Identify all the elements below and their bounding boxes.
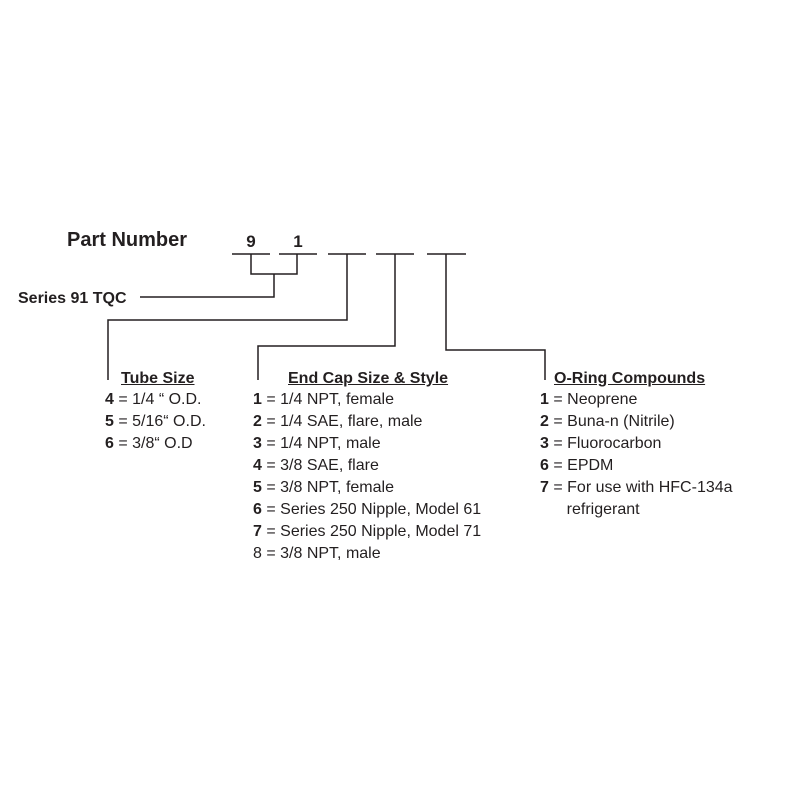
list-item [105,433,206,455]
tube-size-list [105,389,206,455]
list-item [253,433,481,455]
o-ring-heading: O-Ring Compounds [554,370,706,387]
list-item [540,499,733,521]
option-text: = 5/16“ O.D. [113,413,206,430]
option-code: 6 [253,501,262,518]
end-cap-heading: End Cap Size & Style [288,370,449,387]
option-text: = Buna-n (Nitrile) [548,413,675,430]
list-item [540,455,733,477]
list-item [105,411,206,433]
option-code: 4 [253,457,262,474]
end-cap-leader [258,254,395,380]
option-text: refrigerant [540,501,640,518]
list-item [253,455,481,477]
end-cap-list [253,389,481,565]
option-code: 2 [253,413,262,430]
list-item [540,477,733,499]
list-item [105,389,206,411]
option-code: 3 [540,435,549,452]
o-ring-leader [446,254,545,380]
option-code: 6 [540,457,549,474]
option-text: = 3/8 SAE, flare [261,457,379,474]
series-bracket [251,254,297,274]
o-ring-list [540,389,733,521]
option-code: 6 [105,435,114,452]
series-label: Series 91 TQC [18,290,127,307]
option-text: = Series 250 Nipple, Model 61 [261,501,482,518]
option-text: = Series 250 Nipple, Model 71 [261,523,482,540]
option-text: = Neoprene [548,391,638,408]
option-text: = 3/8 NPT, female [261,479,394,496]
list-item [253,499,481,521]
option-text: = 3/8“ O.D [113,435,193,452]
tube-size-heading: Tube Size [121,370,195,387]
list-item [253,477,481,499]
option-text: = For use with HFC-134a [548,479,733,496]
option-code: 7 [540,479,549,496]
list-item [540,389,733,411]
option-code: 3 [253,435,262,452]
option-text: = 1/4 NPT, male [261,435,381,452]
part-number-title: Part Number [67,229,188,251]
part-digit-2: 1 [293,232,303,251]
option-code: 5 [105,413,114,430]
tube-size-leader [108,254,347,380]
option-text: = 1/4 SAE, flare, male [261,413,423,430]
option-text: = Fluorocarbon [548,435,662,452]
option-code: 5 [253,479,262,496]
option-code: 2 [540,413,549,430]
list-item [253,411,481,433]
part-digit-1: 9 [246,232,256,251]
option-code: 4 [105,391,114,408]
option-text: = 1/4 NPT, female [261,391,394,408]
option-text: = 1/4 “ O.D. [113,391,202,408]
list-item [540,433,733,455]
list-item [540,411,733,433]
list-item [253,543,481,565]
option-code: 1 [253,391,262,408]
option-text: 8 = 3/8 NPT, male [253,545,381,562]
option-code: 7 [253,523,262,540]
option-code: 1 [540,391,549,408]
option-text: = EPDM [548,457,614,474]
list-item [253,521,481,543]
series-leader [140,274,274,297]
list-item [253,389,481,411]
